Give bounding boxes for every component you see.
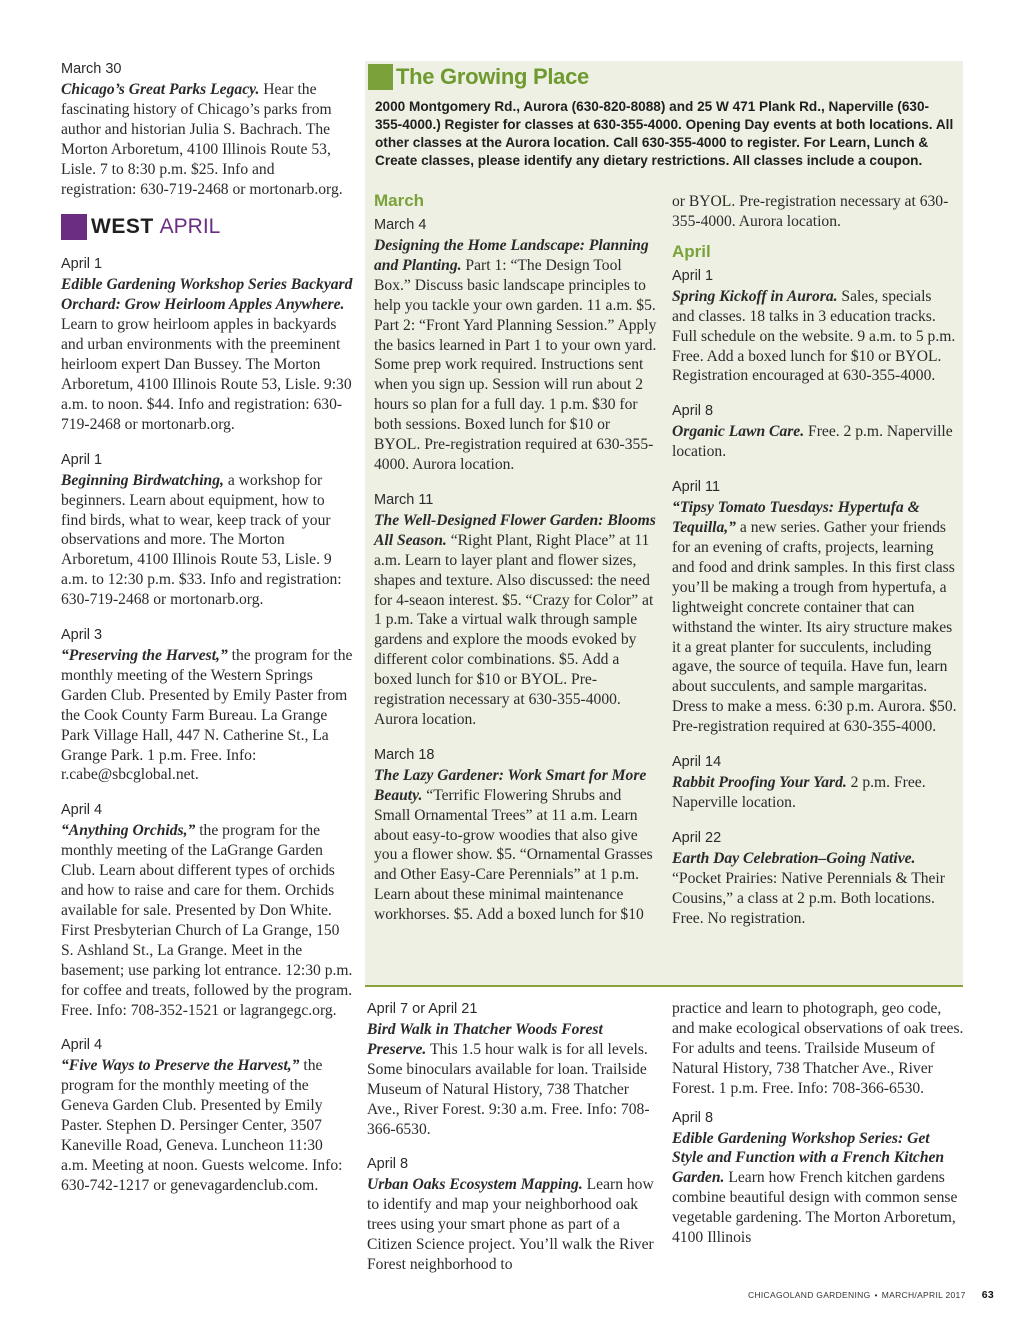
heading-marker-square	[368, 64, 393, 90]
event-entry	[367, 999, 660, 1139]
event-entry	[61, 59, 353, 199]
event-date: April 4	[61, 1037, 103, 1054]
month-heading-april: April	[672, 241, 711, 261]
growing-place-title: The Growing Place	[396, 64, 589, 89]
event-entry	[672, 401, 957, 462]
event-description: Learn to grow heirloom apples in backyards and urban environments with the preeminent heirloom expert Dan Bussey. The Morton Arboretum, 4100 Illinois Route 53, Lisle. 9:30 a.m. to noon. $44. Info and registration: 630-719-2468 or mortonarb.org.	[61, 316, 352, 433]
event-title: Organic Lawn Care.	[672, 423, 805, 441]
region-heading	[61, 214, 353, 240]
event-entry	[672, 828, 957, 929]
event-title: Earth Day Celebration–Going Native.	[672, 849, 916, 867]
event-entry	[61, 625, 353, 785]
event-title: Bird Walk in Thatcher Woods Forest Preserve.	[367, 1021, 603, 1058]
event-date: March 4	[374, 217, 427, 233]
event-description: Hear the fascinating history of Chicago’s parks from author and historian Julia S. Bachrach. The Morton Arboretum, 4100 Illinois Route 53, Lisle. 7 to 8:30 p.m. $25. Info and registration: 630-719-2468 or mortonarb.org.	[61, 81, 343, 198]
event-date: April 1	[672, 267, 714, 284]
event-title: “Anything Orchids,”	[61, 822, 196, 840]
event-entry	[672, 752, 957, 813]
growing-place-sidebar	[365, 61, 963, 987]
event-entry	[672, 266, 957, 387]
event-date: April 1	[61, 451, 103, 468]
event-description: the program for the monthly meeting of the Geneva Garden Club. Presented by Emily Paster. Stephen D. Persinger Center, 3507 Kaneville Road, Geneva. Luncheon 11:30 a.m. Meeting at noon. Guests welcome. Info: 630-742-1217 or genevagardenclub.com.	[61, 1057, 343, 1194]
region-month: APRIL	[159, 215, 221, 239]
growing-place-heading	[368, 64, 589, 90]
continued-text: or BYOL. Pre-registration necessary at 630-355-4000. Aurora location.	[672, 193, 949, 230]
region-name: WEST	[91, 215, 154, 239]
event-title: The Well-Designed Flower Garden: Blooms All Season.	[374, 511, 656, 549]
event-description: Sales, specials and classes. 18 talks in 3 education tracks. Full schedule on the website. 9 a.m. to 5 p.m. Free. Add a boxed lunch for $10 or BYOL. Registration encouraged at 630-355-4000.	[672, 287, 956, 385]
region-marker-square	[61, 214, 87, 240]
event-date: April 11	[672, 479, 721, 496]
event-title: Spring Kickoff in Aurora.	[672, 287, 838, 305]
event-description: 2 p.m. Free. Naperville location.	[672, 774, 926, 811]
event-date: April 7 or April 21	[367, 1001, 478, 1017]
event-entry	[61, 800, 353, 1020]
event-entry	[374, 745, 659, 925]
event-entry	[672, 477, 957, 737]
event-title: “Five Ways to Preserve the Harvest,”	[61, 1057, 300, 1075]
event-date: March 18	[374, 746, 435, 763]
event-description: the program for the monthly meeting of the LaGrange Garden Club. Learn about different types of orchids and how to raise and care for them. Orchids available for sale. Presented by Don White. First Presbyterian Church of La Grange, 150 S. Ashland St., La Grange. Meet in the basement; use parking lot entrance. 12:30 p.m. for coffee and treats, followed by the program. Free. Info: 708-352-1521 or lagrangegc.org.	[61, 822, 353, 1019]
bullet-separator: •	[874, 1290, 878, 1300]
event-date: April 1	[61, 256, 103, 273]
event-title: The Lazy Gardener: Work Smart for More Beauty.	[374, 766, 647, 804]
event-title: Rabbit Proofing Your Yard.	[672, 774, 847, 792]
left-column	[61, 59, 353, 1211]
event-description: the program for the monthly meeting of the Western Springs Garden Club. Presented by Emily Paster from the Cook County Farm Bureau. La Grange Park Village Hall, 447 N. Catherine St., La Grange Park. 1 p.m. Free. Info: r.cabe@sbcglobal.net.	[61, 647, 353, 784]
event-description: a new series. Gather your friends for an evening of crafts, projects, learning and food and drink samples. In this first class you’ll be making a trough from hypertufa, a lightweight concrete container that can withstand the winter. Its airy structure makes it a great planter for succulents, including agave, the source of tequila. Have fun, learn about succulents, and sample margaritas. Dress to make a mess. 6:30 p.m. Aurora. $50. Pre-registration required at 630-355-4000.	[672, 519, 957, 736]
bottom-middle-column	[367, 999, 660, 1290]
event-entry	[61, 450, 353, 610]
event-description: a workshop for beginners. Learn about equipment, how to find birds, what to wear, keep track of your observations and more. The Morton Arboretum, 4100 Illinois Route 53, Lisle. 9 a.m. to 12:30 p.m. $33. Info and registration: 630-719-2468 or mortonarb.org.	[61, 471, 342, 609]
event-date: April 14	[672, 754, 722, 771]
event-entry	[61, 254, 353, 434]
event-title: Urban Oaks Ecosystem Mapping.	[367, 1176, 583, 1194]
growing-place-intro: 2000 Montgomery Rd., Aurora (630-820-8088) and 25 W 471 Plank Rd., Naperville (630-355-4000.) Register for classes at 630-355-4000. Opening Day events at both locations. All other classes at the Aurora location. Call 630-355-4000 to register. For Learn, Lunch & Create classes, please identify any dietary restrictions. All classes include a coupon.	[375, 99, 954, 168]
event-title: Designing the Home Landscape: Planning and Planting.	[374, 237, 649, 274]
event-description: “Pocket Prairies: Native Perennials & Their Cousins,” a class at 2 p.m. Both locations. Free. No registration.	[672, 869, 945, 927]
event-entry	[374, 215, 659, 475]
event-description: “Right Plant, Right Place” at 11 a.m. Learn to layer plant and flower sizes, shapes and texture. Also discussed: the need for 4-seaon interest. $5. “Crazy for Color” at 1 p.m. Take a virtual walk through sample gardens and explore the moods evoked by different color combinations. $5. Add a boxed lunch for $10 or BYOL. Pre-registration necessary at 630-355-4000. Aurora location.	[374, 531, 654, 728]
event-entry	[367, 1154, 660, 1275]
event-date: April 8	[672, 1109, 714, 1126]
page-footer	[748, 1289, 994, 1301]
event-title: Chicago’s Great Parks Legacy.	[61, 81, 260, 98]
growing-place-column-1	[374, 191, 659, 940]
event-title: “Tipsy Tomato Tuesdays: Hypertufa & Tequilla,”	[672, 499, 920, 537]
event-description: Learn how French kitchen gardens combine beautiful design with common sense vegetable gardening. The Morton Arboretum, 4100 Illinois	[672, 1169, 958, 1247]
event-description: Learn how to identify and map your neighborhood oak trees using your smart phone as part of a Citizen Science project. You’ll walk the River Forest neighborhood to	[367, 1176, 654, 1274]
event-date: April 8	[672, 403, 714, 420]
bottom-right-column	[672, 999, 964, 1263]
event-description: “Terrific Flowering Shrubs and Small Ornamental Trees” at 11 a.m. Learn about easy-to-grow woodies that also give you a flower show. $5. “Ornamental Grasses and Other Easy-Care Perennials” at 1 p.m. Learn about these minimal maintenance workhorses. $5. Add a boxed lunch for $10	[374, 786, 653, 924]
growing-place-column-2	[672, 192, 957, 943]
event-entry	[374, 490, 659, 730]
event-date: April 8	[367, 1156, 409, 1173]
event-date: March 30	[61, 61, 122, 77]
publication-name: CHICAGOLAND GARDENING	[748, 1290, 871, 1300]
event-description: Free. 2 p.m. Naperville location.	[672, 423, 953, 461]
page-number: 63	[981, 1289, 994, 1301]
event-title: Edible Gardening Workshop Series Backyard Orchard: Grow Heirloom Apples Anywhere.	[61, 276, 353, 314]
event-date: April 22	[672, 829, 722, 846]
event-date: April 4	[61, 802, 103, 819]
event-date: April 3	[61, 627, 103, 644]
issue-date: MARCH/APRIL 2017	[881, 1290, 966, 1300]
event-title: Edible Gardening Workshop Series: Get Style and Function with a French Kitchen Garden.	[672, 1129, 945, 1187]
event-entry	[672, 1108, 964, 1248]
event-entry	[61, 1035, 353, 1195]
event-title: Beginning Birdwatching,	[61, 471, 224, 489]
event-date: March 11	[374, 491, 434, 508]
event-description: Part 1: “The Design Tool Box.” Discuss basic landscape principles to help you tackle your own garden. 11 a.m. $5. Part 2: “Front Yard Planning Session.” Apply the basics learned in Part 1 to your own yard. Some prep work required. Instructions sent when you sign up. Session will run about 2 hours so plan for a full day. 1 p.m. $30 for both sessions. Boxed lunch for $10 or BYOL. Pre-registration required at 630-355-4000. Aurora location.	[374, 256, 657, 473]
continued-text: practice and learn to photograph, geo code, and make ecological observations of oak trees. For adults and teens. Trailside Museum of Natural History, 738 Thatcher Ave., River Forest. 1 p.m. Free. Info: 708-366-6530.	[672, 1000, 964, 1097]
event-description: This 1.5 hour walk is for all levels. Some binoculars available for loan. Trailside Museum of Natural History, 738 Thatcher Ave., River Forest. 9:30 a.m. Free. Info: 708-366-6530.	[367, 1040, 650, 1138]
event-title: “Preserving the Harvest,”	[61, 647, 228, 665]
month-heading-march: March	[374, 191, 425, 210]
